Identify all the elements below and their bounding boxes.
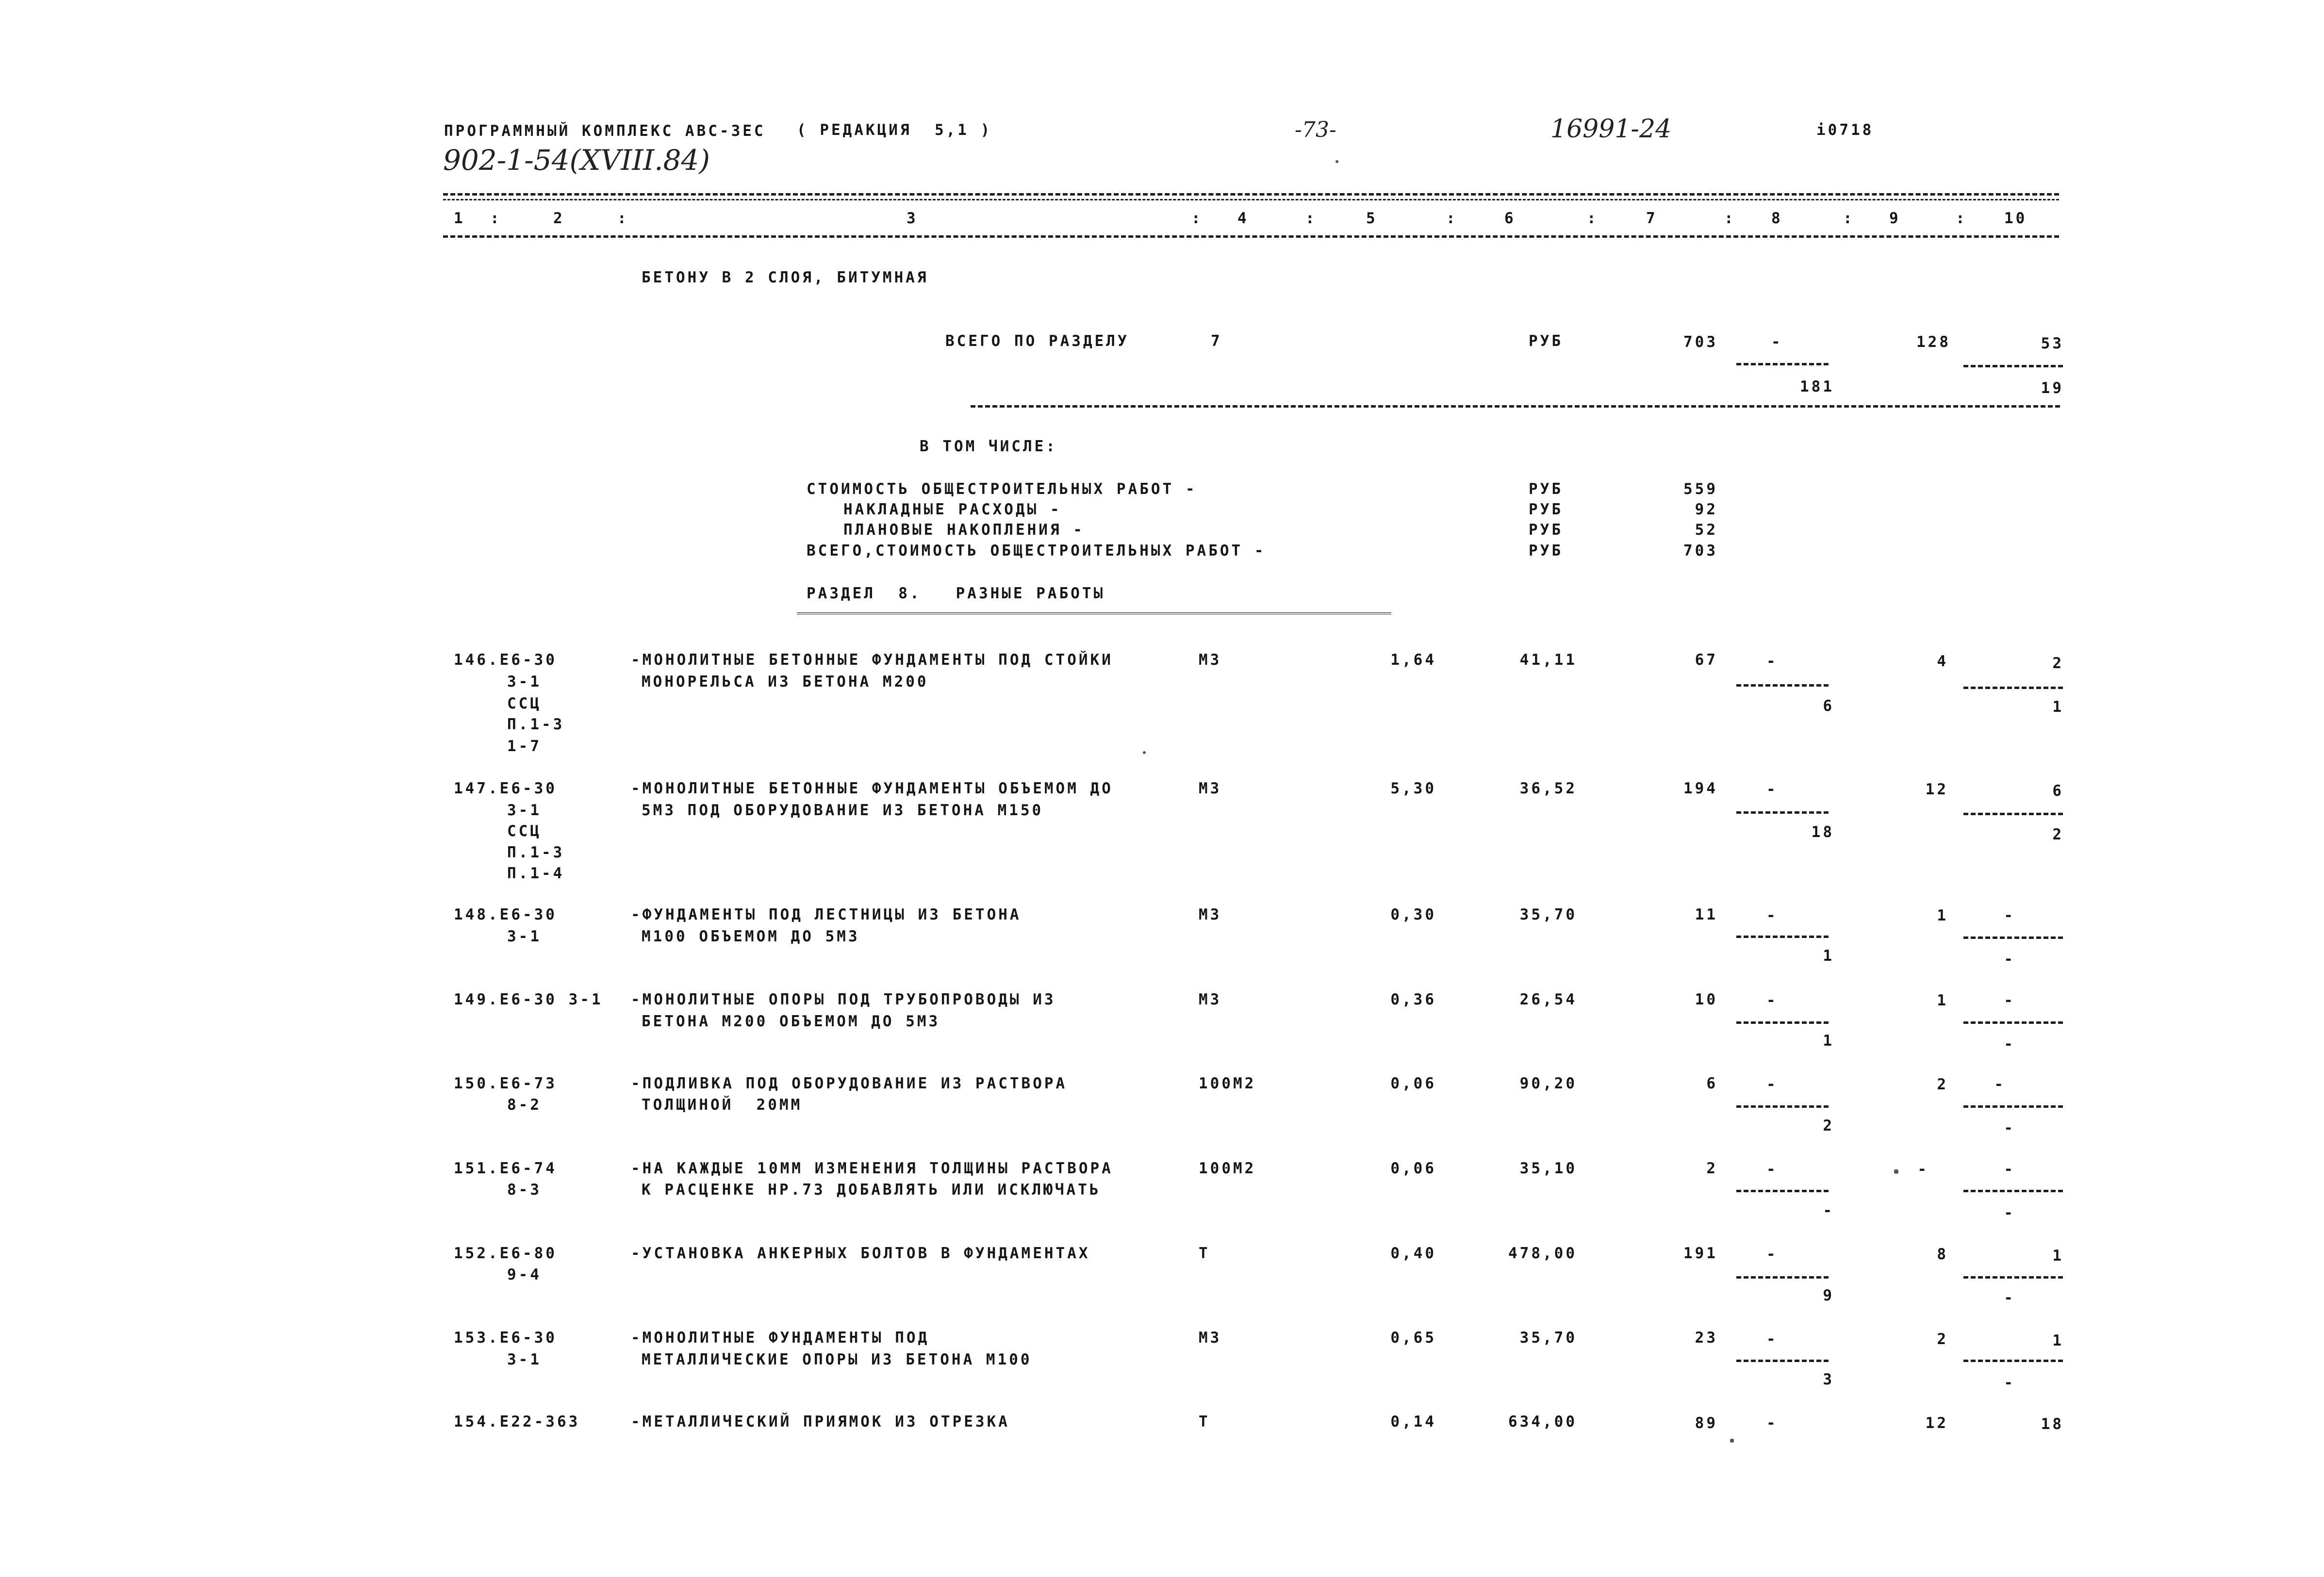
scan-speck: [1894, 1169, 1898, 1174]
item-col8-bottom: 3: [1823, 1371, 1834, 1388]
fraction-bar: [1736, 936, 1829, 938]
item-unit-price: 35,10: [1519, 1160, 1577, 1177]
item-col9: 1: [1937, 907, 1948, 924]
item-unit-price: 41,11: [1519, 651, 1577, 669]
item-code-sub: ССЦ: [507, 695, 542, 712]
item-code: 152.Е6-80: [454, 1245, 557, 1262]
item-quantity: 1,64: [1390, 651, 1436, 669]
item-description: -ФУНДАМЕНТЫ ПОД ЛЕСТНИЦЫ ИЗ БЕТОНА: [631, 906, 1022, 923]
item-quantity: 0,06: [1390, 1160, 1436, 1177]
item-description: -УСТАНОВКА АНКЕРНЫХ БОЛТОВ В ФУНДАМЕНТАХ: [631, 1245, 1090, 1262]
item-col8: -: [1766, 1331, 1778, 1348]
item-col8: -: [1766, 653, 1778, 670]
item-col10: -: [2004, 907, 2015, 924]
item-description: -МОНОЛИТНЫЕ ФУНДАМЕНТЫ ПОД: [631, 1329, 930, 1347]
item-code-sub: 3-1: [507, 673, 542, 690]
fraction-bar: [1963, 936, 2063, 939]
including-value: 52: [1695, 521, 1718, 539]
header-rule-bottom: [443, 235, 2059, 238]
column-sep: :: [1446, 210, 1458, 227]
item-code-sub: 8-2: [507, 1096, 542, 1114]
item-col9: 4: [1937, 653, 1948, 670]
item-code-sub: 3-1: [507, 928, 542, 945]
item-col9: 2: [1937, 1331, 1948, 1348]
item-code-sub: П.1-4: [507, 865, 565, 882]
column-sep: :: [1587, 210, 1599, 227]
item-total: 11: [1695, 906, 1718, 923]
including-title: В ТОМ ЧИСЛЕ:: [920, 438, 1057, 455]
item-col10: 2: [2052, 655, 2064, 672]
item-unit: М3: [1199, 1329, 1222, 1347]
section-8-underline: [797, 612, 1391, 616]
including-unit: РУБ: [1529, 501, 1563, 518]
item-total: 191: [1683, 1245, 1718, 1262]
section-total-col8-bottom: 181: [1800, 378, 1834, 395]
item-code: 154.Е22-363: [454, 1413, 580, 1430]
item-col10-bottom: -: [2004, 1374, 2015, 1392]
item-total: 2: [1706, 1160, 1718, 1177]
item-total: 89: [1695, 1414, 1718, 1432]
item-unit-price: 26,54: [1519, 991, 1577, 1008]
including-label: ПЛАНОВЫЕ НАКОПЛЕНИЯ -: [843, 521, 1085, 539]
item-quantity: 0,30: [1390, 906, 1436, 923]
item-col9: 1: [1937, 992, 1948, 1009]
item-col10: 1: [2052, 1247, 2064, 1265]
item-col8: -: [1766, 1076, 1778, 1093]
fraction-bar: [1736, 1190, 1829, 1192]
item-unit: М3: [1199, 780, 1222, 797]
item-col8: -: [1766, 781, 1778, 798]
item-col10: 6: [2052, 782, 2064, 800]
item-description: К РАСЦЕНКЕ НР.73 ДОБАВЛЯТЬ ИЛИ ИСКЛЮЧАТЬ: [642, 1181, 1101, 1199]
including-value: 559: [1683, 480, 1718, 498]
item-code-sub: П.1-3: [507, 844, 565, 861]
item-total: 67: [1695, 651, 1718, 669]
column-sep: :: [1843, 210, 1855, 227]
item-col9: 12: [1925, 1414, 1948, 1432]
item-description: М100 ОБЪЕМОМ ДО 5М3: [642, 928, 860, 945]
item-quantity: 0,14: [1390, 1413, 1436, 1430]
item-unit: Т: [1199, 1413, 1210, 1430]
section-8-title: РАЗДЕЛ 8. РАЗНЫЕ РАБОТЫ: [807, 585, 1105, 602]
item-quantity: 5,30: [1390, 780, 1436, 797]
fraction-bar: [1963, 1360, 2063, 1362]
item-quantity: 0,40: [1390, 1245, 1436, 1262]
including-value: 92: [1695, 501, 1718, 518]
item-col10-bottom: 1: [2052, 698, 2064, 716]
column-header-9: 9: [1889, 210, 1901, 227]
column-sep: :: [617, 210, 629, 227]
item-unit-price: 35,70: [1519, 1329, 1577, 1347]
item-unit: М3: [1199, 906, 1222, 923]
column-header-10: 10: [2004, 210, 2027, 227]
fraction-bar: [1963, 1021, 2063, 1024]
program-title: ПРОГРАММНЫЙ КОМПЛЕКС АВС-ЗЕС: [444, 122, 766, 140]
item-code-sub: П.1-3: [507, 716, 565, 733]
item-unit: 100М2: [1199, 1075, 1256, 1092]
item-code-sub: 3-1: [507, 802, 542, 819]
page-code: i0718: [1816, 121, 1874, 139]
item-description: -НА КАЖДЫЕ 10ММ ИЗМЕНЕНИЯ ТОЛЩИНЫ РАСТВОРА: [631, 1160, 1113, 1177]
scan-speck: [1335, 160, 1338, 163]
including-unit: РУБ: [1529, 480, 1563, 498]
item-col10-bottom: -: [2004, 951, 2015, 968]
section-total-number: 7: [1211, 332, 1222, 350]
scan-speck: [1730, 1439, 1734, 1443]
header-rule-top-2: [443, 199, 2059, 200]
column-sep: :: [1724, 210, 1736, 227]
including-value: 703: [1683, 542, 1718, 559]
previous-item-tail: БЕТОНУ В 2 СЛОЯ, БИТУМНАЯ: [642, 269, 929, 286]
item-description: МЕТАЛЛИЧЕСКИЕ ОПОРЫ ИЗ БЕТОНА М100: [642, 1351, 1032, 1368]
item-col8: -: [1766, 1161, 1778, 1178]
section-total-unit: РУБ: [1529, 332, 1563, 350]
item-unit-price: 634,00: [1508, 1413, 1577, 1430]
item-col8-bottom: 2: [1823, 1117, 1834, 1134]
item-col10: -: [2004, 992, 2015, 1009]
scan-speck: [1143, 751, 1146, 754]
item-total: 6: [1706, 1075, 1718, 1092]
item-description: -МОНОЛИТНЫЕ БЕТОННЫЕ ФУНДАМЕНТЫ ПОД СТОЙКИ: [631, 651, 1113, 669]
item-col10: -: [1994, 1076, 2006, 1093]
item-code: 153.Е6-30: [454, 1329, 557, 1347]
fraction-bar: [1736, 1021, 1829, 1024]
item-quantity: 0,65: [1390, 1329, 1436, 1347]
item-code: 151.Е6-74: [454, 1160, 557, 1177]
item-col8: -: [1766, 907, 1778, 924]
item-unit: М3: [1199, 651, 1222, 669]
fraction-bar: [1736, 363, 1829, 365]
item-quantity: 0,06: [1390, 1075, 1436, 1092]
item-unit-price: 90,20: [1519, 1075, 1577, 1092]
item-unit: 100М2: [1199, 1160, 1256, 1177]
column-header-1: 1: [454, 210, 465, 227]
fraction-bar: [1963, 1105, 2063, 1108]
item-col9: -: [1917, 1161, 1929, 1178]
item-description: -МЕТАЛЛИЧЕСКИЙ ПРИЯМОК ИЗ ОТРЕЗКА: [631, 1413, 1010, 1430]
item-col8-bottom: 1: [1823, 947, 1834, 965]
fraction-bar: [1736, 684, 1829, 687]
item-col8-bottom: 9: [1823, 1287, 1834, 1304]
item-col10: 1: [2052, 1332, 2064, 1349]
item-description: -ПОДЛИВКА ПОД ОБОРУДОВАНИЕ ИЗ РАСТВОРА: [631, 1075, 1068, 1092]
item-description: МОНОРЕЛЬСА ИЗ БЕТОНА М200: [642, 673, 929, 690]
including-unit: РУБ: [1529, 521, 1563, 539]
item-col8: -: [1766, 992, 1778, 1009]
including-unit: РУБ: [1529, 542, 1563, 559]
item-col10-bottom: -: [2004, 1289, 2015, 1307]
item-col9: 8: [1937, 1246, 1948, 1263]
item-code-sub: 8-3: [507, 1181, 542, 1199]
including-label: СТОИМОСТЬ ОБЩЕСТРОИТЕЛЬНЫХ РАБОТ -: [807, 480, 1197, 498]
item-code-sub: 9-4: [507, 1266, 542, 1283]
column-header-3: 3: [907, 210, 918, 227]
item-description: БЕТОНА М200 ОБЪЕМОМ ДО 5М3: [642, 1013, 940, 1030]
column-header-8: 8: [1771, 210, 1783, 227]
section-total-label: ВСЕГО ПО РАЗДЕЛУ: [945, 332, 1129, 350]
item-code: 150.Е6-73: [454, 1075, 557, 1092]
item-col10: 18: [2041, 1415, 2064, 1433]
item-col10-bottom: -: [2004, 1035, 2015, 1053]
item-col8-bottom: 1: [1823, 1032, 1834, 1050]
section-total-col8-top: -: [1771, 333, 1783, 351]
item-col10-bottom: -: [2004, 1204, 2015, 1222]
item-col8: -: [1766, 1414, 1778, 1432]
fraction-bar: [1736, 1360, 1829, 1362]
fraction-bar: [1963, 813, 2063, 815]
item-code: 147.Е6-30: [454, 780, 557, 797]
item-col8-bottom: -: [1823, 1202, 1834, 1219]
column-header-7: 7: [1646, 210, 1658, 227]
item-description: 5М3 ПОД ОБОРУДОВАНИЕ ИЗ БЕТОНА М150: [642, 802, 1044, 819]
column-header-2: 2: [553, 210, 565, 227]
item-col9: 12: [1925, 781, 1948, 798]
column-header-4: 4: [1237, 210, 1249, 227]
section-total-col9: 128: [1916, 333, 1951, 351]
fraction-bar: [1963, 1276, 2063, 1279]
fraction-bar: [1736, 1105, 1829, 1108]
including-label: ВСЕГО,СТОИМОСТЬ ОБЩЕСТРОИТЕЛЬНЫХ РАБОТ -: [807, 542, 1266, 559]
item-code-sub: ССЦ: [507, 822, 542, 840]
edition-label: ( РЕДАКЦИЯ 5,1 ): [797, 121, 992, 139]
fraction-bar: [1736, 811, 1829, 814]
item-code: 148.Е6-30: [454, 906, 557, 923]
fraction-bar: [1736, 1276, 1829, 1279]
column-header-6: 6: [1504, 210, 1516, 227]
item-col10: -: [2004, 1161, 2015, 1178]
item-code-sub: 3-1: [507, 1351, 542, 1368]
item-code-sub: 1-7: [507, 738, 542, 755]
column-sep: :: [1305, 210, 1317, 227]
column-sep: :: [490, 210, 502, 227]
item-col8: -: [1766, 1246, 1778, 1263]
fraction-bar: [1963, 1190, 2063, 1192]
column-header-5: 5: [1366, 210, 1378, 227]
fraction-bar: [1963, 687, 2063, 689]
fraction-bar: [1963, 365, 2063, 367]
item-col8-bottom: 18: [1811, 823, 1834, 841]
item-quantity: 0,36: [1390, 991, 1436, 1008]
item-unit: М3: [1199, 991, 1222, 1008]
item-unit: Т: [1199, 1245, 1210, 1262]
item-total: 23: [1695, 1329, 1718, 1347]
including-label: НАКЛАДНЫЕ РАСХОДЫ -: [843, 501, 1062, 518]
column-sep: :: [1191, 210, 1203, 227]
section-total-col10-bottom: 19: [2041, 379, 2064, 397]
item-col9: 2: [1937, 1076, 1948, 1093]
item-col10-bottom: -: [2004, 1119, 2015, 1137]
section-total-col10-top: 53: [2041, 335, 2064, 352]
item-description: -МОНОЛИТНЫЕ ОПОРЫ ПОД ТРУБОПРОВОДЫ ИЗ: [631, 991, 1056, 1008]
item-description: ТОЛЩИНОЙ 20ММ: [642, 1096, 803, 1114]
item-col10-bottom: 2: [2052, 826, 2064, 843]
project-number: 902-1-54(XVIII.84): [443, 144, 710, 177]
item-code: 149.Е6-30 3-1: [454, 991, 603, 1008]
item-unit-price: 36,52: [1519, 780, 1577, 797]
document-number: 16991-24: [1550, 115, 1672, 144]
item-col8-bottom: 6: [1823, 697, 1834, 715]
page-number: -73-: [1295, 117, 1336, 142]
item-unit-price: 478,00: [1508, 1245, 1577, 1262]
item-code: 146.Е6-30: [454, 651, 557, 669]
item-description: -МОНОЛИТНЫЕ БЕТОННЫЕ ФУНДАМЕНТЫ ОБЪЕМОМ ДО: [631, 780, 1113, 797]
item-total: 194: [1683, 780, 1718, 797]
section-total-rule: [971, 405, 2060, 408]
column-sep: :: [1956, 210, 1967, 227]
header-rule-top: [443, 193, 2059, 196]
section-total-value: 703: [1683, 333, 1718, 351]
item-total: 10: [1695, 991, 1718, 1008]
item-unit-price: 35,70: [1519, 906, 1577, 923]
